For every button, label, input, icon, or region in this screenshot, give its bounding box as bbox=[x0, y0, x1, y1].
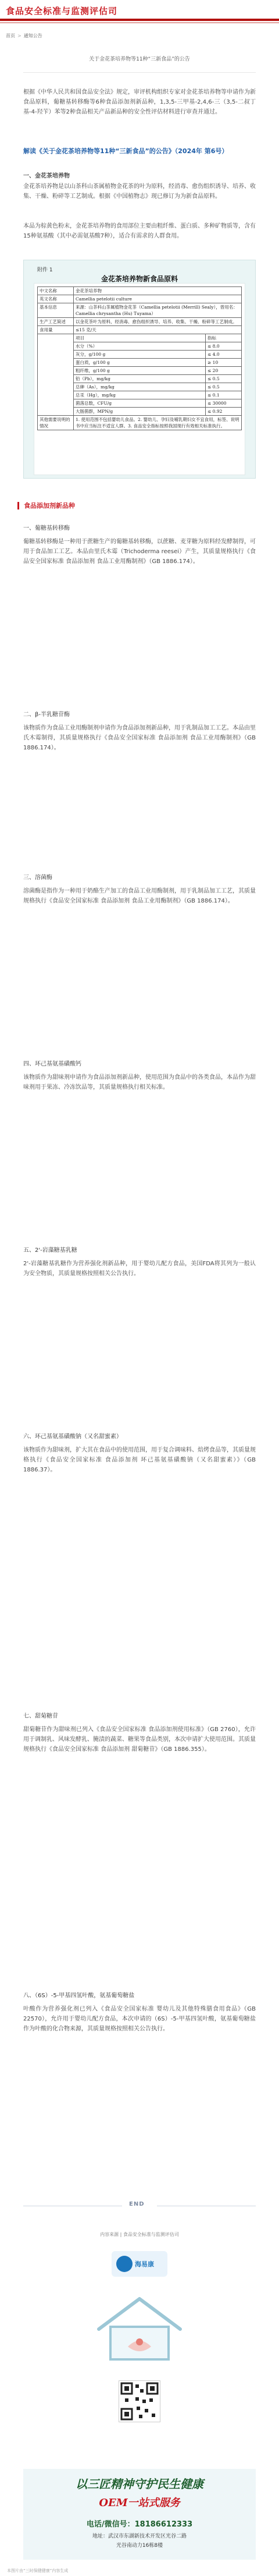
item-title: 四、环己基氨基磺酸钙 bbox=[23, 1061, 81, 1067]
item-title: 二、β-半乳糖苷酶 bbox=[23, 712, 70, 718]
item-title: 一、葡糖基转移酶 bbox=[23, 525, 70, 532]
header-bar-accent bbox=[0, 22, 279, 23]
end-divider bbox=[0, 2200, 279, 2211]
breadcrumb-section[interactable]: 通知公告 bbox=[23, 33, 42, 38]
spec-row bbox=[38, 287, 242, 295]
quality-header-value: 指标 bbox=[206, 334, 242, 342]
item-body: 溶菌酶是指作为一种用于奶酪生产加工的食品工业用酶制剂，用于乳制品加工工艺，其质量规格执行《食品安全国家标准 食品添加剂 食品工业用酶制剂》（GB 1886.174）。 bbox=[23, 888, 256, 904]
spec-value: Camellia petelotii culture bbox=[74, 295, 242, 303]
section1-body2: 本品为棕黄色粉末，金花茶培养物的食用部位主要由粗纤维、蛋白质、多种矿物质等，含有15种氨基酸（其中必需氨基酸7种），适合有需求的人群食用。 bbox=[23, 223, 256, 239]
quality-header-item: 项目 bbox=[74, 334, 206, 342]
promo-building: 光谷南动力16栋8楼 bbox=[116, 2543, 163, 2549]
source-line: 内容来源 | 食品安全标准与监测评估司 bbox=[100, 2232, 179, 2237]
spec-value: 来源：山茶科山茶属植物金花茶（Camellia petelotii (Merrill) Sealy），曾用名：Camellia chrysantha (Hu) Tuyama） bbox=[74, 303, 242, 318]
item-title: 五、2'-岩藻糖基乳糖 bbox=[23, 1247, 77, 1254]
spec-row bbox=[38, 416, 242, 430]
title-divider bbox=[23, 72, 256, 73]
logo-mark-icon bbox=[116, 2256, 133, 2272]
section1-body: 金花茶培养物是以山茶科山茶属植物金花茶的叶为原料，经消毒、愈伤组织诱导、培养、收集、干燥、粉碎等工艺制成。根据《中国植物志》现已修订为为新食品原料。 bbox=[23, 183, 256, 200]
promo-address: 地址：武汉市东湖新技术开发区光谷二路 bbox=[92, 2533, 187, 2539]
intro-paragraph: 根据《中华人民共和国食品安全法》规定，审评机构组织专家对金花茶培养物等申请作为新食品原料，葡糖基转移酶等6种食品添加剂新品种，1,3,5-三甲基-2,4,6-三（3,5-二叔丁基-4-羟苄）苯等2种食品相关产品新品种的安全性评估材料进行审查并通过。 bbox=[23, 89, 256, 115]
document-annex: 附件 1 bbox=[37, 267, 53, 273]
item-body: 甜菊糖苷作为甜味剂已列入《食品安全国家标准 食品添加剂使用标准》（GB 2760），允许用于调制乳、风味发酵乳、腌渍的蔬菜、糖果等食品类别，本次申请扩大使用范围。其质量规格执行《食品安全国家标准 食品添加剂 甜菊糖苷》（GB 1886.355）。 bbox=[23, 1726, 256, 1753]
promo-line2: OEM一站式服务 bbox=[99, 2497, 180, 2509]
quality-value: ≤ 0.92 bbox=[206, 408, 242, 416]
item-body: 该物质作为食品工业用酶制剂申请作为食品添加剂新品种，用于乳制品加工工艺。本品由里氏木霉制得，其质量规格执行《食品安全国家标准 食品添加剂 食品工业用酶制剂》（GB 1886.174）。 bbox=[23, 725, 256, 751]
article-title: 关于金花茶培养物等11种“三新食品”的公告 bbox=[89, 56, 190, 62]
item-title: 八、（6S）-5-甲基四氢叶酸，氨基葡萄糖盐 bbox=[23, 1993, 135, 1999]
item-body: 葡糖基转移酶是一种用于蔗糖生产的葡糖基转移酶，以蔗糖、麦芽糖为原料经发酵制得，可用于食品加工工艺。本品由里氏木霉（Trichoderma reesei）产生，其质量规格执行《食品安全国家标准 食品添加剂 食品工业用酶制剂》（GB 1886.174）。 bbox=[23, 539, 256, 565]
breadcrumb-separator: > bbox=[17, 33, 22, 38]
promo-phone[interactable]: 电话/微信号：18186612333 bbox=[86, 2520, 193, 2529]
item-title: 六、环己基氨基磺酸钠（又名甜蜜素） bbox=[23, 1434, 122, 1440]
quality-item: 水分（%） bbox=[74, 342, 206, 351]
quality-header-row bbox=[38, 334, 242, 342]
spec-value: ≤15 克/天 bbox=[74, 326, 242, 334]
spec-table bbox=[37, 286, 242, 430]
spec-label: 食用量 bbox=[38, 326, 74, 334]
spec-row bbox=[38, 303, 242, 318]
breadcrumb bbox=[6, 33, 42, 39]
quality-value: ≤ 0.5 bbox=[206, 383, 242, 391]
logo-text: 海易康 bbox=[135, 2260, 154, 2268]
quality-value: ≤ 0.5 bbox=[206, 375, 242, 383]
site-header bbox=[0, 0, 279, 27]
spec-row bbox=[38, 326, 242, 334]
header-bar bbox=[0, 19, 279, 21]
quality-value: ≤ 4.0 bbox=[206, 351, 242, 359]
spec-label: 生产工艺简述 bbox=[38, 318, 74, 326]
site-brand[interactable]: 食品安全标准与监测评估司 bbox=[6, 6, 118, 16]
quality-item: 大肠菌群，MPN/g bbox=[74, 408, 206, 416]
document-heading: 金花茶培养物新食品原料 bbox=[101, 275, 178, 283]
quality-item: 蛋白质，g/100 g bbox=[74, 359, 206, 367]
quality-item: 总汞（Hg），mg/kg bbox=[74, 391, 206, 399]
promo-line1: 以三匠精神守护民生健康 bbox=[76, 2477, 203, 2491]
spec-label: 英文名称 bbox=[38, 295, 74, 303]
item-title: 七、甜菊糖苷 bbox=[23, 1713, 58, 1719]
quality-item: 菌落总数，CFU/g bbox=[74, 399, 206, 408]
spec-row bbox=[38, 318, 242, 326]
end-label: END bbox=[129, 2201, 145, 2207]
quality-value: ≤ 8.0 bbox=[206, 342, 242, 351]
spec-label: 其他需要说明的情况 bbox=[38, 416, 74, 430]
house-hands-icon bbox=[87, 2288, 192, 2364]
qr-code-icon bbox=[119, 2381, 160, 2422]
quality-value: ≤ 30000 bbox=[206, 399, 242, 408]
brand-logo bbox=[112, 2251, 167, 2277]
quality-value: ≥ 10 bbox=[206, 359, 242, 367]
footer-note: 本图片由“三时保健健康”内容生成 bbox=[7, 2568, 69, 2573]
quality-item: 铅（Pb），mg/kg bbox=[74, 375, 206, 383]
quality-item: 粗纤维，g/100 g bbox=[74, 367, 206, 375]
item-title: 三、溶菌酶 bbox=[23, 875, 52, 881]
spec-value: 金花茶培养物 bbox=[74, 287, 242, 295]
quality-item: 总砷（As），mg/kg bbox=[74, 383, 206, 391]
section1-title: 解读《关于金花茶培养物等11种“三新食品”的公告》（2024年 第6号） bbox=[23, 147, 228, 155]
item-body: 该物质作为甜味剂申请作为食品添加剂新品种，使用范围为食品中的各类食品，本品作为甜味剂用于果冻、冷冻饮品等，其质量规格执行相关标准。 bbox=[23, 1074, 256, 1091]
item-body: 该物质作为甜味剂，扩大其在食品中的使用范围，用于复合调味料、焙烤食品等，其质量规格执行《食品安全国家标准 食品添加剂 环己基氨基磺酸钠（又名甜蜜素）》（GB 1886.37）。 bbox=[23, 1447, 256, 1473]
spec-value: 以金花茶叶为原料，经消毒、愈伤组织诱导、培养、收集、干燥、粉碎等工艺制成。 bbox=[74, 318, 242, 326]
item-body: 2'-岩藻糖基乳糖作为营养强化剂新品种，用于婴幼儿配方食品，美国FDA将其列为一般认为安全物质，其质量规格按照相关公告执行。 bbox=[23, 1261, 256, 1277]
spec-value: 1. 使用范围不包括婴幼儿食品。2. 婴幼儿、孕妇及哺乳期妇女不宜食用，标签、说明书中应当标注不适宜人群。3. 食品安全指标按照我国现行有效相关标准执行。 bbox=[74, 416, 242, 430]
spec-label: 基本信息 bbox=[38, 303, 74, 318]
quality-item: 灰分，g/100 g bbox=[74, 351, 206, 359]
spec-row bbox=[38, 295, 242, 303]
section1-head: 一、金花茶培养物 bbox=[23, 173, 70, 179]
spec-label: 中文名称 bbox=[38, 287, 74, 295]
promo-banner bbox=[23, 2469, 256, 2560]
qr-code[interactable] bbox=[119, 2380, 160, 2422]
item-body: 叶酸作为营养强化剂已列入《食品安全国家标准 婴幼儿及其他特殊膳食用食品》（GB 22570），允许用于婴幼儿配方食品，本次申请的（6S）-5-甲基四氢叶酸，氨基葡萄糖盐作为叶酸的化合物来源，其质量规格按照相关公告执行。 bbox=[23, 2006, 256, 2032]
breadcrumb-home[interactable]: 首页 bbox=[6, 33, 15, 38]
section2-title: 食品添加剂新品种 bbox=[17, 502, 75, 509]
quality-row-label bbox=[38, 334, 74, 416]
quality-value: ≤ 0.1 bbox=[206, 391, 242, 399]
quality-value: ≤ 20 bbox=[206, 367, 242, 375]
